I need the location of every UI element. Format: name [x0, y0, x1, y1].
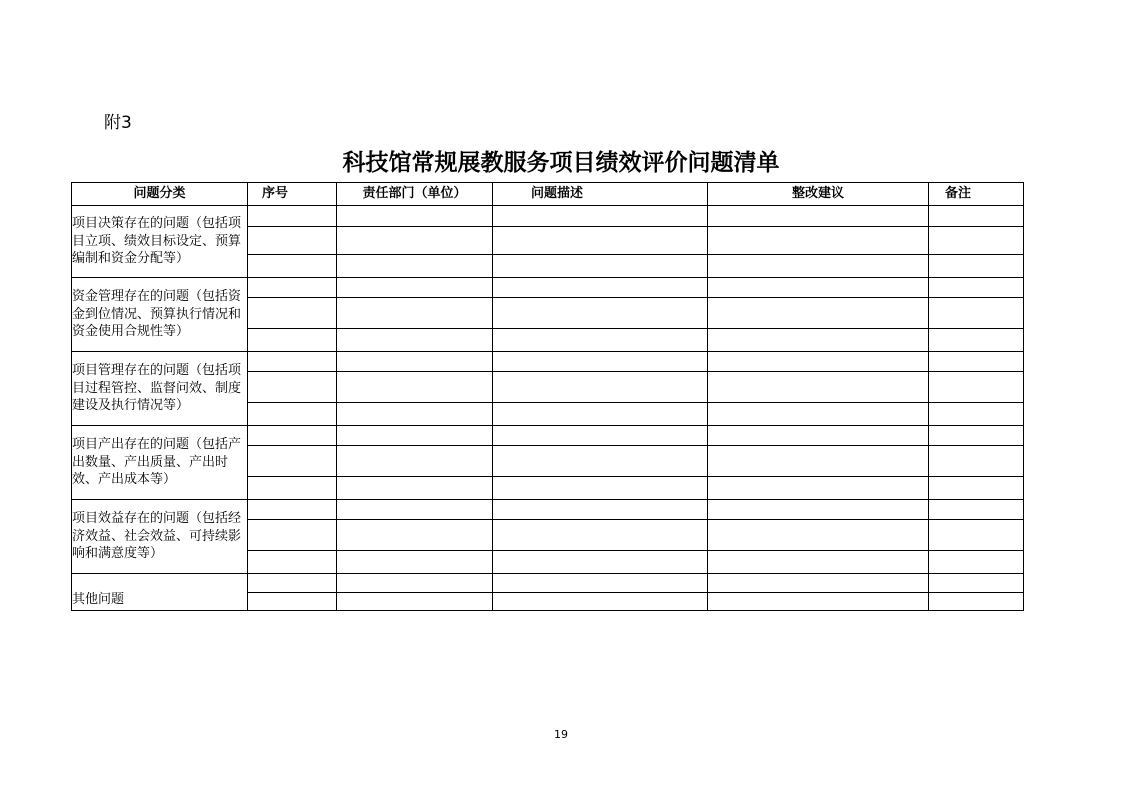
cell[interactable] — [337, 372, 493, 403]
cell[interactable] — [493, 255, 708, 278]
cell[interactable] — [929, 278, 1024, 298]
cell[interactable] — [708, 426, 929, 446]
table-row — [72, 426, 1024, 446]
cell[interactable] — [248, 426, 337, 446]
page-title: 科技馆常规展教服务项目绩效评价问题清单 — [342, 149, 780, 176]
cell[interactable] — [337, 255, 493, 278]
cell[interactable] — [708, 206, 929, 227]
cell[interactable] — [929, 298, 1024, 329]
cell[interactable] — [929, 446, 1024, 477]
cell[interactable] — [493, 372, 708, 403]
cell[interactable] — [493, 403, 708, 426]
cell[interactable] — [929, 352, 1024, 372]
category-management: 项目管理存在的问题（包括项目过程管控、监督问效、制度建设及执行情况等） — [72, 352, 248, 426]
cell[interactable] — [493, 446, 708, 477]
cell[interactable] — [929, 593, 1024, 611]
cell[interactable] — [929, 227, 1024, 255]
category-benefit: 项目效益存在的问题（包括经济效益、社会效益、可持续影响和满意度等） — [72, 500, 248, 574]
cell[interactable] — [708, 500, 929, 520]
cell[interactable] — [337, 551, 493, 574]
cell[interactable] — [248, 520, 337, 551]
cell[interactable] — [493, 574, 708, 593]
cell[interactable] — [248, 255, 337, 278]
table-row — [72, 206, 1024, 227]
cell[interactable] — [248, 352, 337, 372]
cell[interactable] — [493, 426, 708, 446]
category-decision: 项目决策存在的问题（包括项目立项、绩效目标设定、预算编制和资金分配等） — [72, 206, 248, 278]
cell[interactable] — [337, 426, 493, 446]
cell[interactable] — [929, 520, 1024, 551]
cell[interactable] — [929, 551, 1024, 574]
header-seq: 序号 — [248, 183, 337, 206]
cell[interactable] — [248, 477, 337, 500]
cell[interactable] — [493, 520, 708, 551]
cell[interactable] — [337, 446, 493, 477]
cell[interactable] — [493, 500, 708, 520]
header-remarks: 备注 — [929, 183, 1024, 206]
table-row — [72, 352, 1024, 372]
cell[interactable] — [929, 477, 1024, 500]
header-description: 问题描述 — [493, 183, 708, 206]
cell[interactable] — [929, 403, 1024, 426]
cell[interactable] — [248, 500, 337, 520]
cell[interactable] — [708, 227, 929, 255]
cell[interactable] — [708, 551, 929, 574]
category-other: 其他问题 — [72, 574, 248, 611]
cell[interactable] — [337, 500, 493, 520]
cell[interactable] — [337, 403, 493, 426]
cell[interactable] — [493, 206, 708, 227]
table-row — [72, 500, 1024, 520]
cell[interactable] — [493, 329, 708, 352]
header-category: 问题分类 — [72, 183, 248, 206]
cell[interactable] — [708, 352, 929, 372]
cell[interactable] — [337, 520, 493, 551]
table-row — [72, 574, 1024, 593]
category-funds: 资金管理存在的问题（包括资金到位情况、预算执行情况和资金使用合规性等） — [72, 278, 248, 352]
cell[interactable] — [929, 255, 1024, 278]
cell[interactable] — [708, 574, 929, 593]
table-row — [72, 278, 1024, 298]
cell[interactable] — [493, 593, 708, 611]
cell[interactable] — [248, 329, 337, 352]
cell[interactable] — [708, 593, 929, 611]
cell[interactable] — [929, 500, 1024, 520]
header-suggestion: 整改建议 — [708, 183, 929, 206]
cell[interactable] — [708, 278, 929, 298]
cell[interactable] — [337, 298, 493, 329]
cell[interactable] — [248, 278, 337, 298]
cell[interactable] — [337, 206, 493, 227]
cell[interactable] — [708, 255, 929, 278]
cell[interactable] — [248, 298, 337, 329]
cell[interactable] — [929, 372, 1024, 403]
cell[interactable] — [248, 372, 337, 403]
cell[interactable] — [337, 574, 493, 593]
cell[interactable] — [248, 446, 337, 477]
cell[interactable] — [708, 477, 929, 500]
cell[interactable] — [248, 206, 337, 227]
cell[interactable] — [248, 574, 337, 593]
cell[interactable] — [248, 551, 337, 574]
cell[interactable] — [337, 477, 493, 500]
cell[interactable] — [493, 278, 708, 298]
cell[interactable] — [929, 206, 1024, 227]
cell[interactable] — [708, 298, 929, 329]
cell[interactable] — [708, 403, 929, 426]
cell[interactable] — [929, 574, 1024, 593]
cell[interactable] — [248, 403, 337, 426]
cell[interactable] — [337, 278, 493, 298]
category-output: 项目产出存在的问题（包括产出数量、产出质量、产出时效、产出成本等） — [72, 426, 248, 500]
cell[interactable] — [708, 329, 929, 352]
cell[interactable] — [929, 329, 1024, 352]
cell[interactable] — [493, 477, 708, 500]
cell[interactable] — [493, 551, 708, 574]
cell[interactable] — [337, 329, 493, 352]
page-number: 19 — [554, 728, 568, 741]
issue-table — [71, 182, 1024, 611]
cell[interactable] — [708, 446, 929, 477]
attachment-label: 附3 — [104, 113, 132, 133]
cell[interactable] — [493, 298, 708, 329]
cell[interactable] — [493, 352, 708, 372]
cell[interactable] — [337, 352, 493, 372]
header-row — [72, 183, 1024, 206]
cell[interactable] — [337, 593, 493, 611]
cell[interactable] — [337, 227, 493, 255]
cell[interactable] — [248, 227, 337, 255]
cell[interactable] — [708, 372, 929, 403]
cell[interactable] — [929, 426, 1024, 446]
header-department: 责任部门（单位） — [337, 183, 493, 206]
cell[interactable] — [248, 593, 337, 611]
cell[interactable] — [708, 520, 929, 551]
cell[interactable] — [493, 227, 708, 255]
